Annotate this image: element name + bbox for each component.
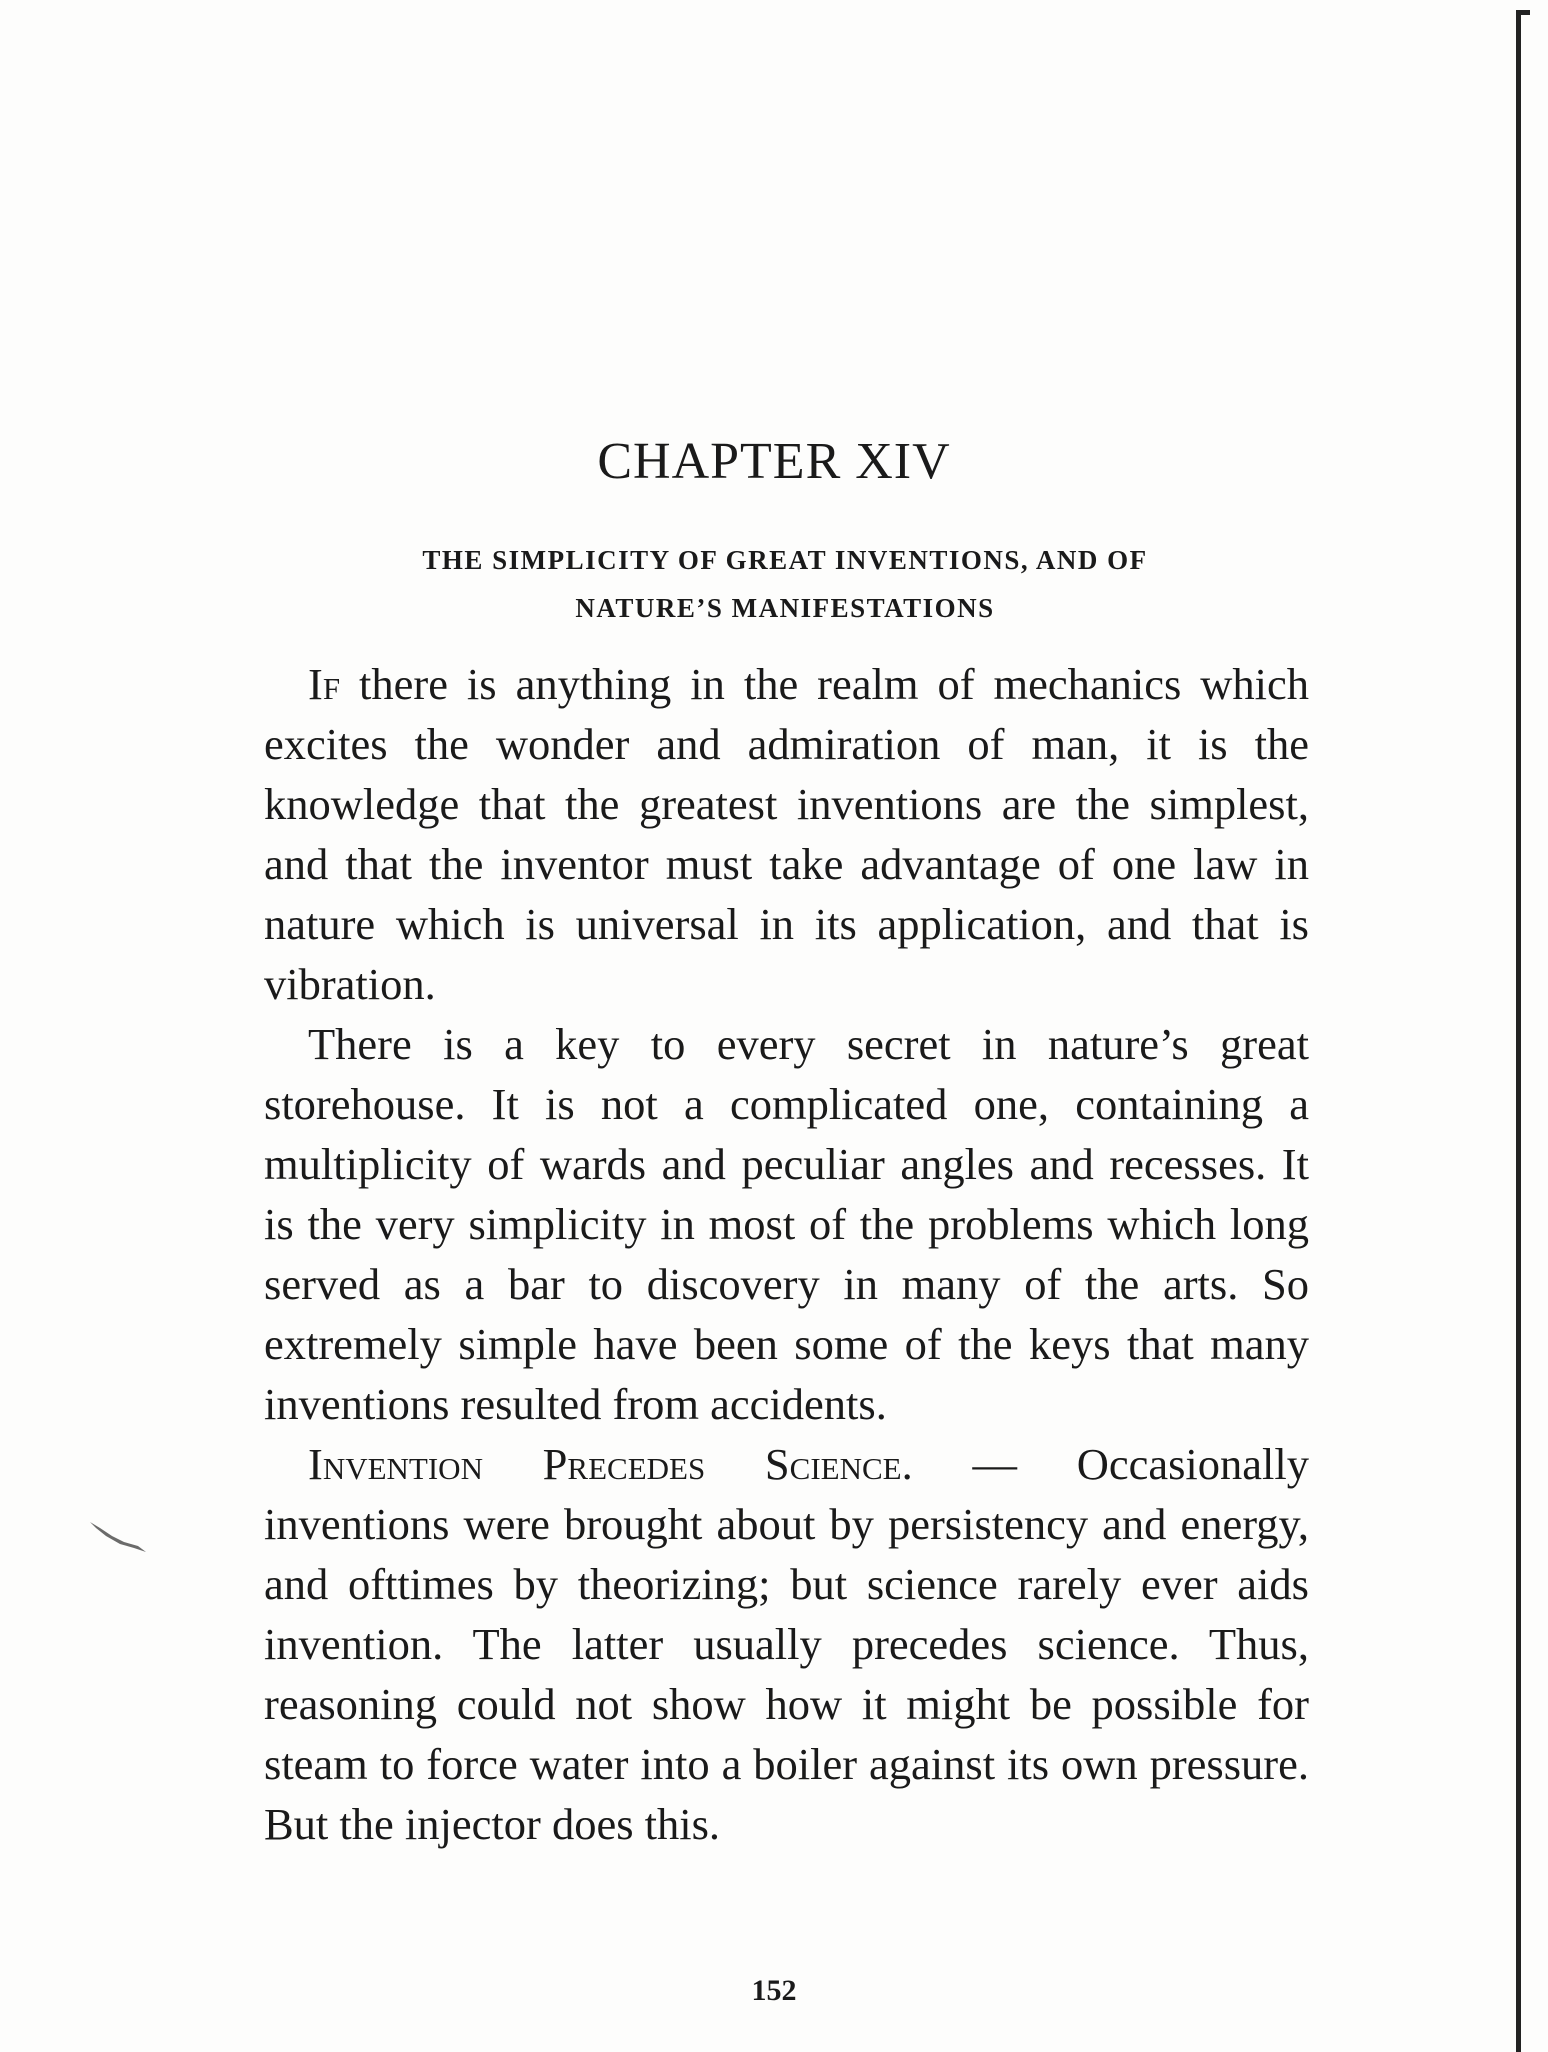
paragraph-1-text: there is anything in the realm of mechanics which excites the wonder and admiration of man, it is the knowledge that the greatest inventions are the simplest, and that the inventor must take advantage of one law in nature which is universal in its application, and that is vibration. <box>264 659 1309 1009</box>
ink-smudge <box>88 1518 148 1558</box>
paragraph-3-text: — Occasionally inventions were brought about by persistency and energy, and ofttimes by theorizing; but science rarely ever aids invention. The latter usually precedes science. Thus, reasoning could not show how it might be possible for steam to force water into a boiler against its own pressure. But the injector does this. <box>264 1439 1309 1849</box>
paragraph-3 <box>264 1434 1309 1854</box>
body-text <box>264 654 1309 1854</box>
paragraph-2-text: There is a key to every secret in nature’s great storehouse. It is not a complicated one, containing a multiplicity of wards and peculiar angles and recesses. It is the very simplicity in most of the problems which long served as a bar to discovery in many of the arts. So extremely simple have been some of the keys that many inventions resulted from accidents. <box>264 1019 1309 1429</box>
chapter-subtitle-line-2: NATURE’S MANIFESTATIONS <box>575 593 995 623</box>
paragraph-1-lead: If <box>308 659 341 709</box>
chapter-subtitle <box>270 536 1300 632</box>
paragraph-2 <box>264 1014 1309 1434</box>
section-heading: Invention Precedes Science. <box>308 1439 913 1489</box>
page-number: 152 <box>751 1974 797 2007</box>
chapter-subtitle-line-1: THE SIMPLICITY OF GREAT INVENTIONS, AND OF <box>422 545 1148 575</box>
paragraph-1 <box>264 654 1309 1014</box>
chapter-title: CHAPTER XIV <box>597 433 951 490</box>
page-edge-shadow <box>1516 12 1521 2052</box>
